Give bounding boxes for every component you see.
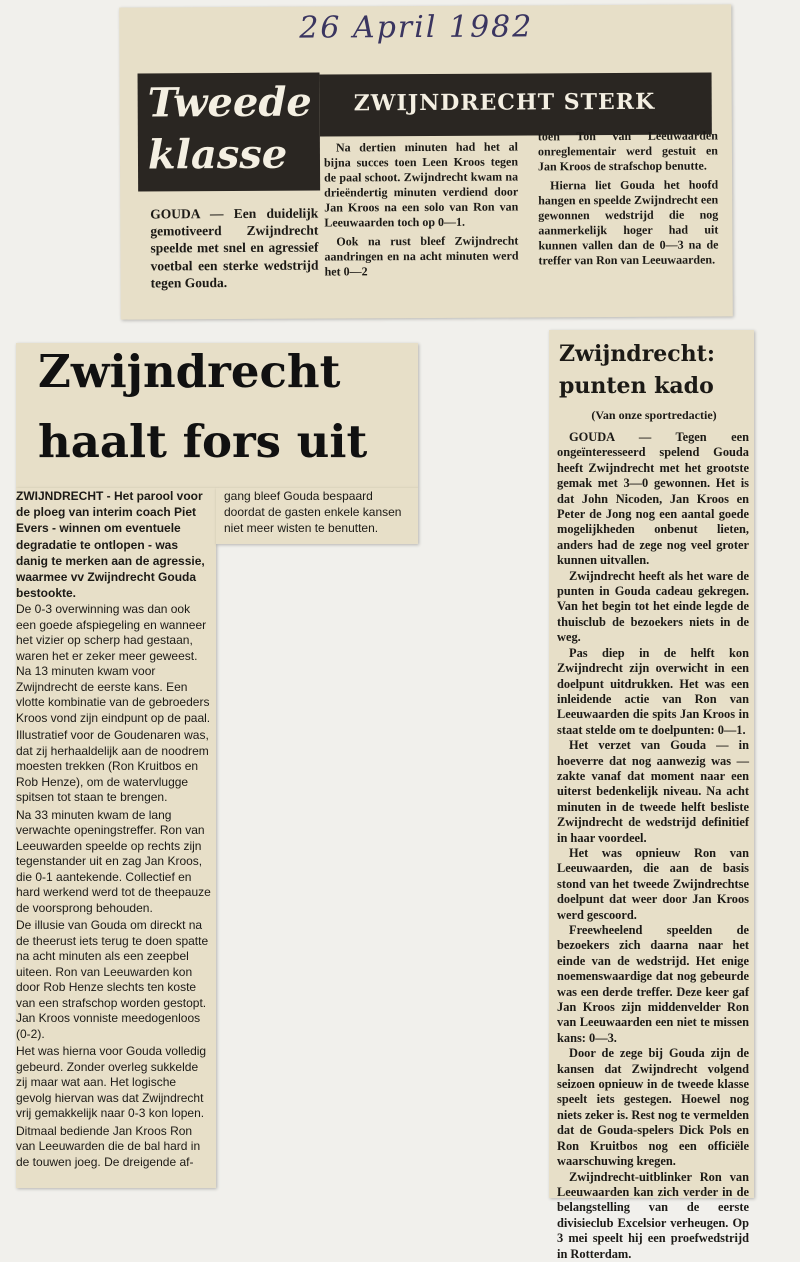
top-col2-paragraph: Ook na rust bleef Zwijndrecht aandringen en na acht minuten werd het 0—2 <box>324 233 519 279</box>
top-column-3 <box>538 128 719 272</box>
top-headline: ZWIJNDRECHT STERK <box>353 88 656 117</box>
right-headline-line-2: punten kado <box>559 373 714 399</box>
right-paragraph: Het was opnieuw Ron van Leeuwaarden, die aan de basis stond van het tweede Zwijndrechtse doelpunt dat weer door Jan Kroos werd gescoord. <box>557 845 749 922</box>
left-paragraph: Illustratief voor de Goudenaren was, dat zij herhaaldelijk aan de noodrem moesten trekken (Ron Kruitbos en Rob Henze), om de watervlugge spitsen tot staan te brengen. <box>16 728 209 804</box>
top-headline-band <box>320 73 712 137</box>
right-headline-line-1: Zwijndrecht: <box>559 341 715 367</box>
left-clipping-body <box>16 488 216 1188</box>
left-intro-paragraph: ZWIJNDRECHT - Het parool voor de ploeg van interim coach Piet Evers - winnen om eventuele degradatie te ontlopen - was danig te merken aan de agressie, waarmee vv Zwijndrecht Gouda bestookte. <box>16 489 205 601</box>
left-headline-line-1: Zwijndrecht <box>38 345 341 398</box>
handwritten-date: 26 April 1982 <box>299 9 534 46</box>
right-paragraph: Freewheelend speelden de bezoekers zich daarna naar het einde van de wedstrijd. Het enige noemenswaardige dat nog gebeurde was een derde treffer. Deze keer gaf Jan Kroos zijn middenvelder Ron van Leeuwaarden een niet te missen kans: 0—3. <box>557 923 749 1045</box>
left-paragraph: Ditmaal bediende Jan Kroos Ron van Leeuwarden die de bal hard in de touwen joeg. De dreigende af- <box>16 1123 201 1169</box>
left-body-text <box>16 602 212 1172</box>
left-headline-line-2: haalt fors uit <box>38 415 368 468</box>
left-paragraph: Het was hierna voor Gouda volledig gebeurd. Zonder overleg sukkelde zij maar wat aan. Het logische gevolg hiervan was dat Zwijndrecht vrij gemakkelijk naar 0-3 kon lopen. <box>16 1044 207 1120</box>
right-paragraph: Pas diep in de helft kon Zwijndrecht zijn overwicht in een doelpunt uitdrukken. Het was een inleidende actie van Ron van Leeuwaarden die spits Jan Kroos in staat stelde om te doelpunten: 0—1. <box>557 645 749 737</box>
left-paragraph: De illusie van Gouda om direckt na de theerust iets terug te doen spatte na acht minuten als een zeepbel uiteen. Ron van Leeuwarden kon door Rob Henze slechts ten koste van een strafschop worden gestopt. Jan Kroos vonniste meedogenloos (0-2). <box>16 918 209 1041</box>
top-col3-paragraph: Hierna liet Gouda het hoofd hangen en speelde Zwijndrecht een gewonnen wedstrijd die nog aanmerkelijk hoger had uit kunnen vallen dan de 0—3 na de treffer van Ron van Leeuwaarden. <box>538 177 719 268</box>
right-paragraph: GOUDA — Tegen een ongeïnteresseerd spelend Gouda heeft Zwijndrecht met het grootste gemak met 3—0 gewonnen. Het is dat John Nicoden, Jan Kroos en Peter de Jong nog een aantal goede mogelijkheden onbenut lieten, anders had de zege nog veel groter kunnen uitvallen. <box>557 430 749 568</box>
byline: (Van onze sportredactie) <box>591 408 717 422</box>
left-continuation-text: gang bleef Gouda bespaard doordat de gasten enkele kansen niet meer wisten te benutten. <box>224 489 402 535</box>
left-paragraph: Na 33 minuten kwam de lang verwachte openingstreffer. Ron van Leeuwarden speelde op rechts zijn tegenstander uit en zag Jan Kroos, die 0-1 aantekende. Collectief en hard werkend werd tot de theepauze de voorsprong behouden. <box>16 807 211 915</box>
left-clipping-continuation <box>216 488 418 544</box>
left-clipping-header <box>16 343 418 488</box>
kicker-line-2: klasse <box>147 130 288 179</box>
right-paragraph: Het verzet van Gouda — in hoeverre dat nog aanwezig was — zakte vanaf dat moment naar een uiterst bedenkelijk niveau. Na acht minuten in de tweede helft besliste Zwijndrecht de wedstrijd definitief in haar voordeel. <box>557 738 749 845</box>
top-clipping <box>119 4 733 319</box>
right-paragraph: Door de zege bij Gouda zijn de kansen dat Zwijndrecht volgend seizoen opnieuw in de tweede klasse speelt iets gestegen. Hoewel nog niets zeker is. Rest nog te vermelden dat de Gouda-spelers Dick Pols en Ron Kruitbos nog een officiële waarschuwing kregen. <box>557 1046 749 1169</box>
top-col3-paragraph: toen Ton van Leeuwaarden onreglementair werd gestuit en Jan Kroos de strafschop benutte. <box>537 128 718 174</box>
top-column-2 <box>324 140 519 284</box>
top-col2-paragraph: Na dertien minuten had het al bijna succes toen Leen Kroos tegen de paal schoot. Zwijndrecht kwam na drieëndertig minuten verdiend door Jan Kroos na een solo van Ron van Leeuwaarden toch op 0—1. <box>323 139 519 230</box>
right-clipping <box>549 330 754 1261</box>
right-paragraph: Zwijndrecht heeft als het ware de punten in Gouda cadeau gekregen. Van het begin tot het einde legde de thuisclub de bezoekers niets in de weg. <box>557 568 749 645</box>
right-body-text <box>557 430 749 1262</box>
section-kicker <box>138 73 321 192</box>
right-paragraph: Zwijndrecht-uitblinker Ron van Leeuwaarden kan zich verder in de belangstelling van de eerste divisieclub Excelsior verheugen. Op 3 mei speelt hij een proefwedstrijd in Rotterdam. <box>557 1169 749 1261</box>
top-lead-paragraph: GOUDA — Een duidelijk gemotiveerd Zwijndrecht speelde met snel en agressief voetbal een sterke wedstrijd tegen Gouda. <box>150 205 319 291</box>
kicker-line-1: Tweede <box>147 78 312 127</box>
left-paragraph: De 0-3 overwinning was dan ook een goede afspiegeling en wanneer het vizier op scherp had gestaan, waren het er zeker meer geweest. Na 13 minuten kwam voor Zwijndrecht de eerste kans. Een vlotte kombinatie van de gebroeders Kroos vond zijn eindpunt op de paal. <box>16 602 211 725</box>
